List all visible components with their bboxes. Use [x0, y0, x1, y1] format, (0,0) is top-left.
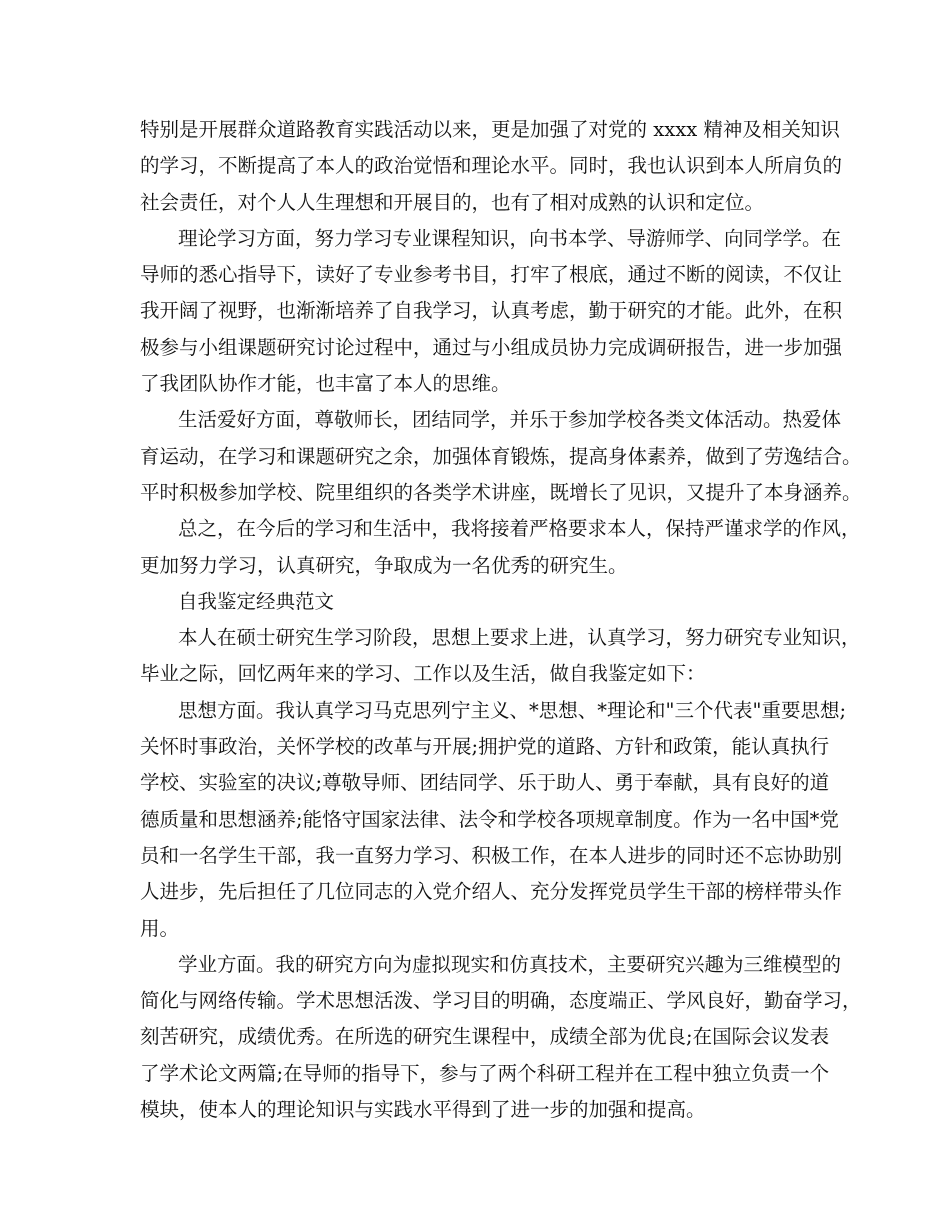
text-line: 生活爱好方面，尊敬师长，团结同学，并乐于参加学校各类文体活动。热爱体: [178, 408, 842, 432]
text-line: 社会责任，对个人人生理想和开展目的，也有了相对成熟的认识和定位。: [140, 190, 765, 214]
text-line: 毕业之际，回忆两年来的学习、工作以及生活，做自我鉴定如下：: [140, 662, 706, 686]
text-line: 极参与小组课题研究讨论过程中，通过与小组成员协力完成调研报告，进一步加强: [140, 335, 843, 359]
text-line: 总之，在今后的学习和生活中，我将接着严格要求本人，保持严谨求学的作风，: [178, 517, 861, 541]
text-line: 学业方面。我的研究方向为虚拟现实和仿真技术，主要研究兴趣为三维模型的: [178, 952, 842, 976]
document-body: [140, 112, 862, 1128]
text-line: 用。: [140, 916, 180, 940]
text-line: 平时积极参加学校、院里组织的各类学术讲座，既增长了见识，又提升了本身涵养。: [140, 480, 862, 504]
text-line: 导师的悉心指导下，读好了专业参考书目，打牢了根底，通过不断的阅读，不仅让: [140, 263, 843, 287]
text-line: 思想方面。我认真学习马克思列宁主义、*思想、*理论和"三个代表"重要思想;: [178, 698, 847, 722]
text-line: 德质量和思想涵养;能恪守国家法律、法令和学校各项规章制度。作为一名中国*党: [140, 807, 839, 831]
text-line: 简化与网络传输。学术思想活泼、学习目的明确，态度端正、学风良好，勤奋学习，: [140, 989, 862, 1013]
text-line: 特别是开展群众道路教育实践活动以来，更是加强了对党的 xxxx 精神及相关知识: [140, 118, 840, 141]
text-line: 理论学习方面，努力学习专业课程知识，向书本学、导游师学、向同学学。在: [178, 226, 842, 250]
text-line: 员和一名学生干部，我一直努力学习、积极工作，在本人进步的同时还不忘协助别: [140, 843, 843, 867]
text-line: 的学习，不断提高了本人的政治觉悟和理论水平。同时，我也认识到本人所肩负的: [140, 154, 843, 178]
text-line: 自我鉴定经典范文: [178, 589, 335, 613]
text-line: 本人在硕士研究生学习阶段，思想上要求上进，认真学习，努力研究专业知识，: [178, 626, 861, 650]
text-line: 我开阔了视野，也渐渐培养了自我学习，认真考虑，勤于研究的才能。此外，在积: [140, 299, 843, 323]
text-line: 育运动，在学习和课题研究之余，加强体育锻炼，提高身体素养，做到了劳逸结合。: [140, 444, 862, 468]
text-line: 人进步，先后担任了几位同志的入党介绍人、充分发挥党员学生干部的榜样带头作: [140, 880, 843, 904]
text-line: 模块，使本人的理论知识与实践水平得到了进一步的加强和提高。: [140, 1098, 706, 1122]
text-line: 关怀时事政治，关怀学校的改革与开展;拥护党的道路、方针和政策，能认真执行: [140, 735, 830, 759]
text-line: 刻苦研究，成绩优秀。在所选的研究生课程中，成绩全部为优良;在国际会议发表: [140, 1025, 830, 1049]
text-line: 更加努力学习，认真研究，争取成为一名优秀的研究生。: [140, 553, 628, 577]
text-line: 了学术论文两篇;在导师的指导下，参与了两个科研工程并在工程中独立负责一个: [140, 1061, 830, 1085]
text-line: 了我团队协作才能，也丰富了本人的思维。: [140, 372, 511, 396]
text-line: 学校、实验室的决议;尊敬导师、团结同学、乐于助人、勇于奉献，具有良好的道: [140, 771, 830, 795]
